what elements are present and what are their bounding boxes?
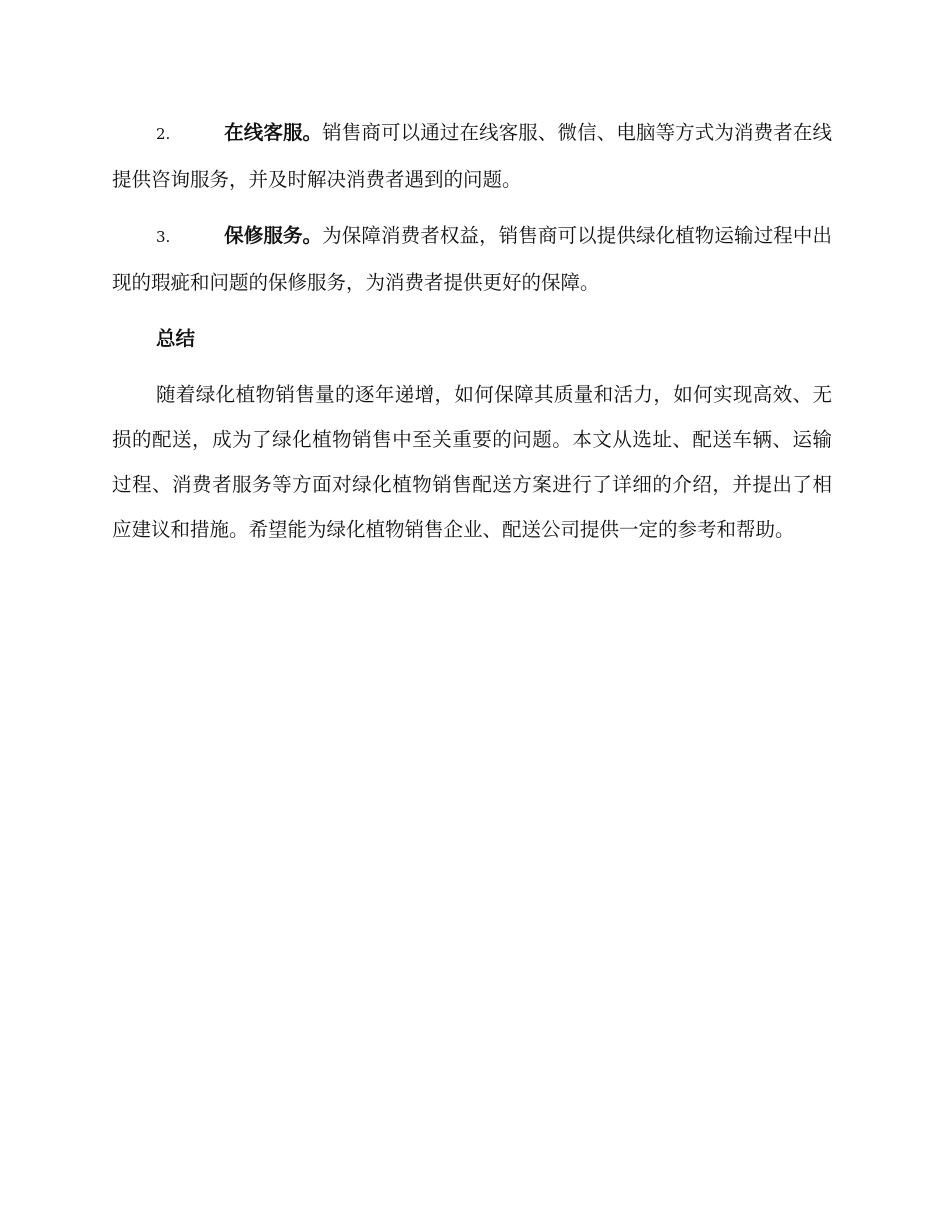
- list-item-title: 在线客服。: [224, 121, 323, 144]
- list-item-number: 2.: [156, 125, 171, 143]
- list-item-number: 3.: [156, 228, 171, 246]
- list-item: [112, 213, 832, 305]
- list-item-text: 为保障消费者权益，销售商可以提供绿化植物运输过程中出现的瑕疵和问题的保修服务，为消费者提供更好的保障。: [112, 224, 832, 294]
- list-item-text: 销售商可以通过在线客服、微信、电脑等方式为消费者在线提供咨询服务，并及时解决消费者遇到的问题。: [112, 121, 832, 191]
- list-item-title: 保修服务。: [224, 224, 323, 247]
- summary-paragraph: 随着绿化植物销售量的逐年递增，如何保障其质量和活力，如何实现高效、无损的配送，成为了绿化植物销售中至关重要的问题。本文从选址、配送车辆、运输过程、消费者服务等方面对绿化植物销售配送方案进行了详细的介绍，并提出了相应建议和措施。希望能为绿化植物销售企业、配送公司提供一定的参考和帮助。: [112, 383, 832, 541]
- summary-heading: 总结: [156, 327, 196, 350]
- document-body: [112, 110, 832, 552]
- list-item: [112, 110, 832, 202]
